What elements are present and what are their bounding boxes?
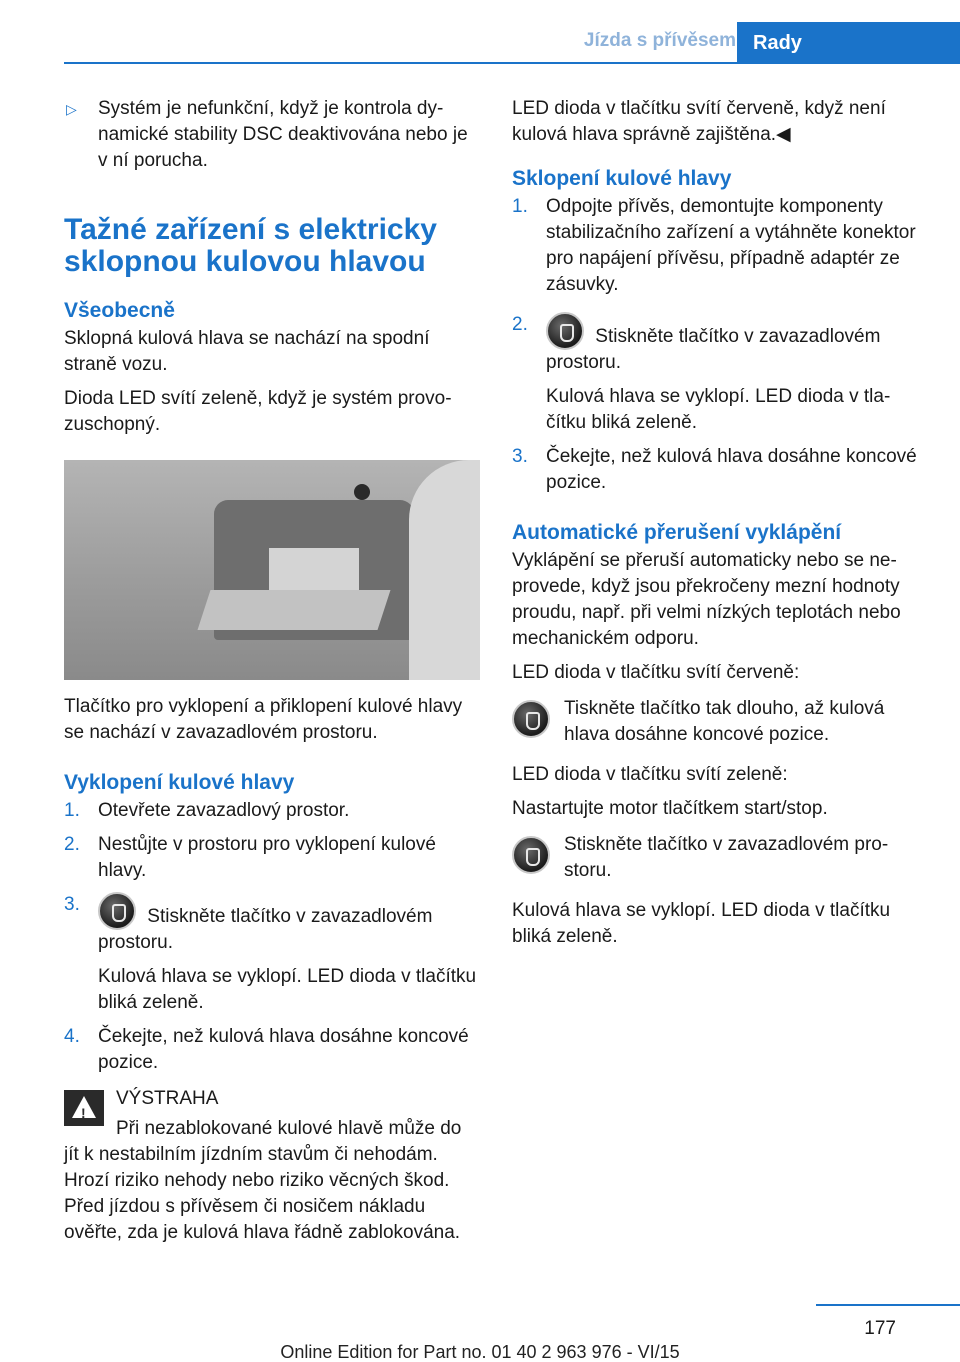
list-item: 2. Nestůjte v prostoru pro vyklopení kulové hlavy. (64, 834, 436, 881)
photo-caption: Tlačítko pro vyklopení a přiklopení kulové hlavy se nachází v zavazadlovém prostoru. (64, 696, 463, 743)
left-column (64, 96, 480, 1246)
header-rule (64, 62, 960, 64)
footer-rule (816, 1304, 960, 1306)
tow-hitch-button-icon (512, 700, 550, 738)
paragraph: LED dioda v tlačítku svítí červeně, když není kulová hlava správně zajištěna.◀ (512, 98, 886, 145)
paragraph: Dioda LED svítí zeleně, když je systém provozuschopný. (64, 388, 452, 435)
page-footer (0, 1300, 960, 1362)
paragraph: Nastartujte motor tlačítkem start/stop. (512, 798, 828, 819)
warning-icon (64, 1090, 104, 1126)
main-heading: Tažné zařízení s elektricky sklopnou kulovou hlavou (64, 213, 437, 278)
section-title: Jízda s přívěsem (583, 30, 736, 51)
list-item: 2. Stiskněte tlačítko v zavazadlovém prostoru. Kulová hlava se vyklopí. LED dioda v tlačítku bliká zeleně. (512, 314, 891, 433)
trunk-pillar (409, 460, 480, 680)
bullet-item: ▷ Systém je nefunkční, když je kontrola dynamické stability DSC deaktivována nebo je v ní porucha. (66, 98, 468, 171)
paragraph: LED dioda v tlačítku svítí zeleně: (512, 764, 788, 785)
heading-auto-stop: Automatické přerušení vyklápění (512, 521, 842, 544)
list-item: 1. Otevřete zavazadlový prostor. (64, 800, 350, 821)
right-column (512, 96, 924, 958)
storage-tray (198, 590, 391, 630)
paragraph: Vyklápění se přeruší automaticky nebo se neprovede, když jsou překročeny mezní hodnoty proudu, např. při velmi nízkých teplotách nebo mechanickém odporu. (512, 550, 901, 649)
heading-fold: Sklopení kulové hlavy (512, 167, 732, 190)
paragraph: Sklopná kulová hlava se nachází na spodní straně vozu. (64, 328, 430, 375)
heading-tilt-out: Vyklopení kulové hlavy (64, 771, 295, 794)
list-item: 3. Stiskněte tlačítko v zavazadlovém prostoru. Kulová hlava se vyklopí. LED dioda v tlačítku bliká zeleně. (64, 894, 477, 1013)
paragraph: Kulová hlava se vyklopí. LED dioda v tlačítku bliká zeleně. (512, 900, 891, 947)
triangle-bullet-icon: ▷ (66, 101, 77, 117)
chapter-tab: Rady (737, 22, 960, 62)
warning-block: ! VÝSTRAHA Při nezablokované kulové hlavě může do jít k nestabilním jízdním stavům či nehodám. Hrozí riziko nehody nebo riziko věcných škod. Před jízdou s přívěsem či nosičem nákladu ověřte, zda je kulová hlava řádně zablokována. (64, 1086, 480, 1246)
page-number: 177 (864, 1318, 896, 1339)
tow-hitch-button-icon (546, 312, 584, 350)
tow-hitch-button-icon (98, 892, 136, 930)
edition-line: Online Edition for Part no. 01 40 2 963 976 - VI/15 (280, 1342, 680, 1362)
list-item: 3. Čekejte, než kulová hlava dosáhne koncové pozice. (512, 446, 917, 493)
icon-instruction: Stiskněte tlačítko v zavazadlovém prostoru. (512, 832, 924, 884)
icon-instruction: Tiskněte tlačítko tak dlouho, až kulová hlava dosáhne koncové pozice. (512, 696, 924, 748)
list-item: 4. Čekejte, než kulová hlava dosáhne koncové pozice. (64, 1026, 469, 1073)
heading-general: Všeobecně (64, 299, 175, 322)
tow-button (354, 484, 370, 500)
trunk-photo (64, 460, 480, 680)
tow-hitch-button-icon (512, 836, 550, 874)
paragraph: LED dioda v tlačítku svítí červeně: (512, 662, 800, 683)
list-item: 1. Odpojte přívěs, demontujte komponenty stabilizačního zařízení a vytáhněte konektor pro napájení přívěsu, případně adaptér ze zásuvky. (512, 196, 916, 295)
page-header (0, 0, 960, 64)
